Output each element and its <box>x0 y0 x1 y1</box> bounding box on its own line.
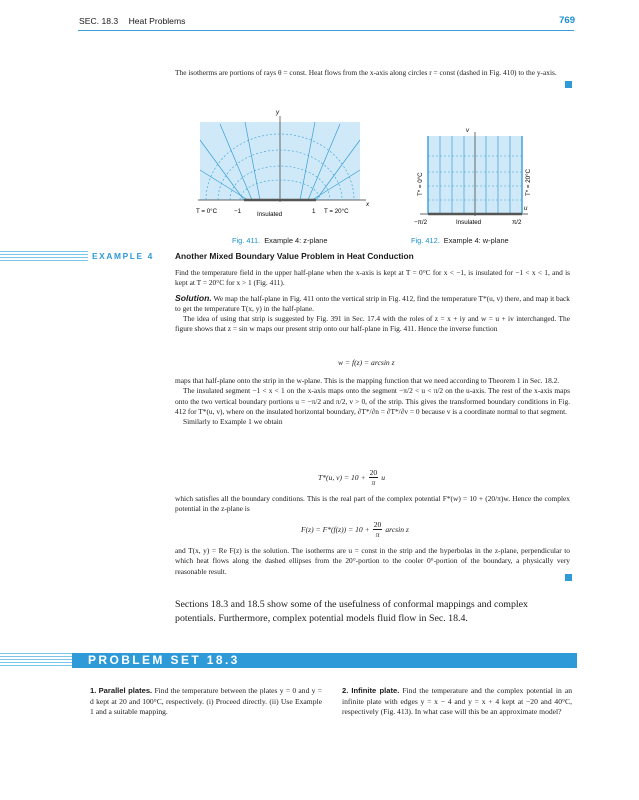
solution-text: We map the half-plane in Fig. 411 onto the vertical strip in Fig. 412, find the temperature T*(u, v) there, and map it back to get the temperature T(x, y) in the half-plane. <box>175 293 571 313</box>
problem-1 <box>90 686 322 718</box>
example-label: EXAMPLE 4 <box>92 251 154 261</box>
fig411-left-bc: T = 0°C <box>196 208 218 215</box>
example-problem-statement: Find the temperature field in the upper half-plane when the x-axis is kept at T = 0°C for x < −1, is insulated for −1 < x < 1, and is kept at T = 20°C for x > 1 (Fig. 411). <box>175 268 570 288</box>
fig412-caption-text: Example 4: w-plane <box>443 236 509 245</box>
running-header <box>79 16 185 26</box>
fig411-tick-neg: −1 <box>234 208 242 215</box>
eq3-fraction <box>373 520 383 539</box>
fig-411-diagram <box>190 100 375 235</box>
example-body <box>175 268 570 335</box>
section-title: Heat Problems <box>128 16 186 26</box>
eq2-left: T*(u, v) = 10 + <box>318 473 366 482</box>
strip-idea-paragraph: The idea of using that strip is suggested by Fig. 391 in Sec. 17.4 with the roles of z = x + iy and w = u + iv interchanged. The figure shows that z = sin w maps our present strip onto our half-plane in Fig. 411. Hence the inverse function <box>175 314 570 334</box>
example-end-mark <box>565 574 572 581</box>
example-label-rule <box>0 251 88 261</box>
example-body-2 <box>175 376 570 427</box>
fig412-caption-number: Fig. 412. <box>411 236 440 245</box>
solution-conclusion: and T(x, y) = Re F(z) is the solution. The isotherms are u = const in the strip and the hyperbolas in the z-plane, perpendicular to which heat flows along the dashed ellipses from the 20°-portion to the cooler 0°-portion of the boundary, a physically very reasonable result. <box>175 546 570 576</box>
eq3-left: F(z) = F*(f(z)) = 10 + <box>301 525 370 534</box>
problem-1-title: Parallel plates. <box>98 686 153 695</box>
eq2-denominator: π <box>371 478 376 487</box>
eq2-numerator: 20 <box>369 468 378 477</box>
fig-411-caption <box>232 236 327 245</box>
fig412-right-bc: T* = 20°C <box>525 168 532 196</box>
problem-2-title: Infinite plate. <box>351 686 400 695</box>
eq3-denominator: π <box>375 530 380 539</box>
fig412-left-bc: T* = 0°C <box>417 172 424 196</box>
problem-2-number: 2. <box>342 686 349 695</box>
segment-paragraph: The insulated segment −1 < x < 1 on the x-axis maps onto the segment −π/2 < u < π/2 on the u-axis. The rest of the x-axis maps onto the two vertical boundary portions u = −π/2 and π/2, v > 0, of the strip. This gives the transformed boundary conditions in Fig. 412 for T*(u, v), where on the insulated horizontal boundary, ∂T*/∂n = ∂T*/∂v = 0 because v is a coordinate normal to that segment. <box>175 386 570 416</box>
equation-t-star <box>318 468 385 487</box>
fig412-tick-left: −π/2 <box>414 219 428 226</box>
solution-heading: Solution. <box>175 292 212 303</box>
potential-paragraph: which satisfies all the boundary conditions. This is the real part of the complex potential F*(w) = 10 + (20/π)w. Hence the complex potential in the z-plane is <box>175 494 570 514</box>
fig411-insulated-label: Insulated <box>257 211 283 218</box>
fig-412-caption <box>411 236 509 245</box>
fig411-x-label: x <box>366 201 370 208</box>
equation-inverse-map: w = f(z) = arcsin z <box>338 358 395 367</box>
closing-remark: Sections 18.3 and 18.5 show some of the usefulness of conformal mappings and complex potentials. Furthermore, complex potential models fluid flow in Sec. 18.4. <box>175 599 528 624</box>
intro-text: The isotherms are portions of rays θ = const. Heat flows from the x-axis along circles r = const (dashed in Fig. 410) to the y-axis. <box>175 68 557 77</box>
problem-2 <box>342 686 572 718</box>
mapping-paragraph: maps that half-plane onto the strip in the w-plane. This is the mapping function that we need according to Theorem 1 in Sec. 18.2. <box>175 376 560 385</box>
problem-1-number: 1. <box>90 686 97 695</box>
fig411-caption-number: Fig. 411. <box>232 236 261 245</box>
section-number: SEC. 18.3 <box>79 16 119 26</box>
similarly-paragraph: Similarly to Example 1 we obtain <box>183 417 283 427</box>
fig412-v-label: v <box>466 127 470 134</box>
problem-2-text: Find the temperature and the complex potential in an infinite plate with edges y = x − 4 and y = x + 4 kept at −20 and 40°C, respectively (Fig. 413). In what case will this be an approximate model? <box>342 686 572 717</box>
eq2-right: u <box>381 473 385 482</box>
intro-paragraph <box>175 68 570 78</box>
eq2-fraction <box>369 468 379 487</box>
fig412-u-label: u <box>524 205 528 212</box>
eq3-numerator: 20 <box>373 520 382 529</box>
fig411-right-bc: T = 20°C <box>324 208 349 215</box>
solution-paragraph <box>175 293 570 315</box>
fig411-y-label: y <box>276 109 280 116</box>
page-number: 769 <box>559 15 575 26</box>
fig411-tick-pos: 1 <box>312 208 316 215</box>
fig411-caption-text: Example 4: z-plane <box>264 236 328 245</box>
fig412-insulated-label: Insulated <box>456 219 482 226</box>
example-title: Another Mixed Boundary Value Problem in Heat Conduction <box>175 251 414 261</box>
fig-412-diagram <box>400 122 530 232</box>
eq3-right: arcsin z <box>385 525 409 534</box>
problem-set-title: PROBLEM SET 18.3 <box>88 653 240 667</box>
equation-f-z <box>301 520 409 539</box>
end-of-example-mark <box>565 81 572 88</box>
problem-set-rule <box>0 653 72 668</box>
header-rule <box>78 30 574 31</box>
problem-1-text: Find the temperature between the plates y = 0 and y = d kept at 20 and 100°C, respectively. (i) Proceed directly. (ii) Use Example 1 and a suitable mapping. <box>90 686 322 717</box>
fig412-tick-right: π/2 <box>512 219 522 226</box>
